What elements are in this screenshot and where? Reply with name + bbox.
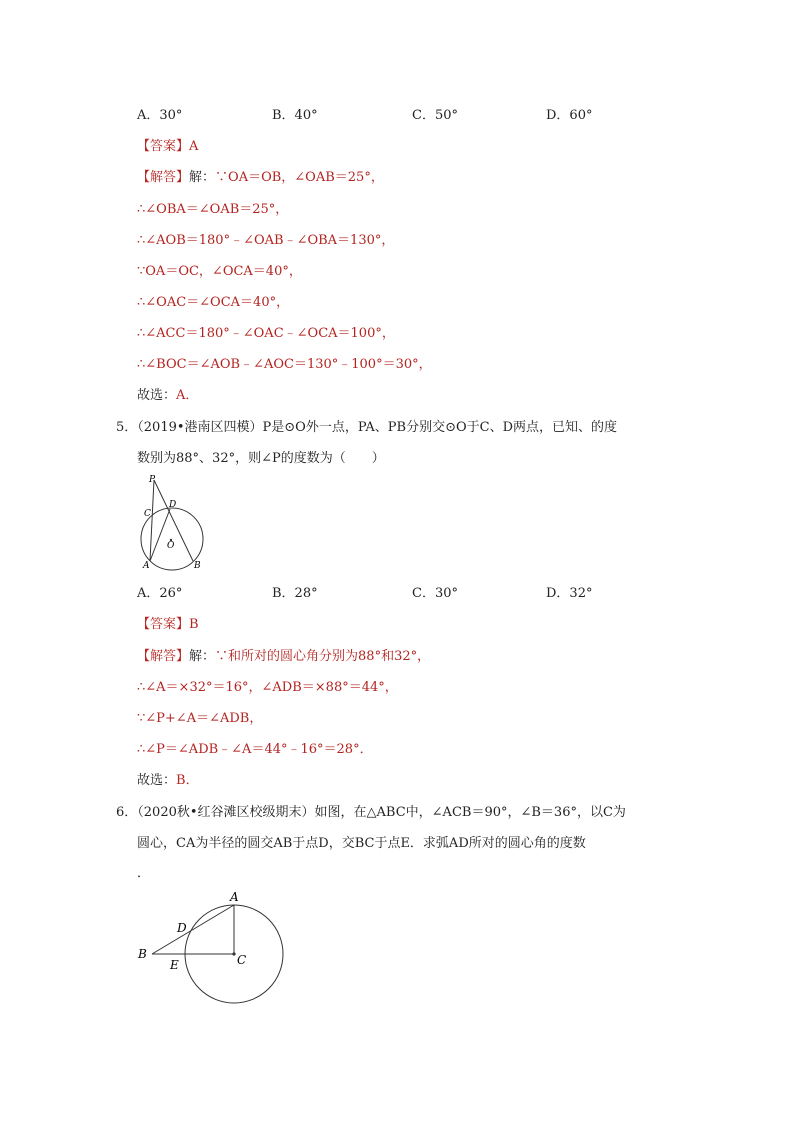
q5-solution-line-2: ∴∠A＝×32°＝16°，∠ADB＝×88°＝44°，	[137, 680, 398, 695]
q6-stem-line-2: 圆心，CA为半径的圆交AB于点D，交BC于点E．求弧AD所对的圆心角的度数	[137, 836, 586, 851]
solution-text: ∵OA＝OB，∠OAB＝25°，	[215, 170, 384, 185]
q6-stem-line-1	[116, 801, 626, 820]
q6-stem-line-3: ．	[137, 866, 151, 881]
q6-number: 6．	[116, 805, 138, 820]
answer-tag: 【答案】	[137, 617, 190, 632]
segment-ba	[152, 905, 234, 954]
choose-prefix: 故选：	[137, 388, 177, 403]
q4-option-d: D．60°	[546, 108, 593, 123]
segment-ad	[150, 509, 170, 561]
q4-option-c: C．50°	[412, 108, 458, 123]
q5-stem-line-2: 数别为88°、32°，则∠P的度数为（ ）	[137, 451, 385, 466]
q5-option-c: C．30°	[412, 586, 458, 601]
q5-answer	[137, 613, 199, 632]
q4-solution-line-6: ∴∠ACC＝180°﹣∠OAC﹣∠OCA＝100°，	[137, 326, 395, 341]
q5-figure	[138, 472, 210, 572]
label-b: B	[194, 561, 201, 571]
label-a: A	[230, 890, 239, 904]
solution-prefix: 解：	[189, 170, 216, 185]
q5-option-d: D．32°	[546, 586, 593, 601]
q5-stem-line-1	[116, 416, 617, 435]
solution-tag: 【解答】	[137, 170, 190, 185]
label-b: B	[138, 947, 147, 961]
answer-tag: 【答案】	[137, 139, 190, 154]
q5-choose	[137, 769, 199, 788]
q4-answer	[137, 135, 198, 154]
q4-solution-line-2: ∴∠OBA＝∠OAB＝25°，	[137, 202, 289, 217]
q5-option-a: A．26°	[137, 586, 183, 601]
q4-solution-line-3: ∴∠AOB＝180°﹣∠OAB﹣∠OBA＝130°，	[137, 233, 395, 248]
q5-solution-line-4: ∴∠P＝∠ADB﹣∠A＝44°﹣16°＝28°．	[137, 742, 373, 757]
label-a: A	[143, 561, 150, 571]
label-p: P	[149, 475, 156, 485]
q4-solution-line-1	[137, 166, 384, 185]
label-d: D	[169, 500, 177, 510]
center-dot	[232, 952, 235, 955]
q5-solution-line-3: ∵∠P+∠A＝∠ADB，	[137, 711, 263, 726]
q6-figure	[134, 886, 294, 1010]
q4-option-b: B．40°	[272, 108, 318, 123]
q4-solution-line-7: ∴∠BOC＝∠AOB﹣∠AOC＝130°﹣100°＝30°，	[137, 357, 432, 372]
q6-stem: （2020秋•红谷滩区校级期末）如图，在△ABC中，∠ACB＝90°，∠B＝36°，以C为	[137, 805, 626, 820]
q4-solution-line-4: ∵OA＝OC，∠OCA＝40°，	[137, 264, 302, 279]
label-c: C	[237, 953, 247, 967]
q4-option-a: A．30°	[137, 108, 183, 123]
q5-solution-line-1	[137, 645, 430, 664]
segment-pa	[150, 480, 154, 561]
q4-choose	[137, 384, 198, 403]
q5-option-b: B．28°	[272, 586, 318, 601]
q5-number: 5．	[116, 420, 138, 435]
q4-solution-line-5: ∴∠OAC＝∠OCA＝40°，	[137, 295, 290, 310]
label-o: O	[167, 541, 175, 551]
label-d: D	[177, 921, 187, 935]
choose-value: A．	[176, 388, 199, 403]
choose-value: B．	[176, 773, 199, 788]
answer-value: B	[189, 617, 199, 632]
label-e: E	[170, 958, 179, 972]
solution-prefix: 解：	[189, 649, 216, 664]
choose-prefix: 故选：	[137, 773, 177, 788]
solution-tag: 【解答】	[137, 649, 190, 664]
q5-stem: （2019•港南区四模）P是⊙O外一点，PA、PB分别交⊙O于C、D两点，已知、的度	[137, 420, 617, 435]
label-c: C	[144, 509, 151, 519]
answer-value: A	[189, 139, 199, 154]
solution-text: ∵和所对的圆心角分别为88°和32°，	[215, 649, 431, 664]
